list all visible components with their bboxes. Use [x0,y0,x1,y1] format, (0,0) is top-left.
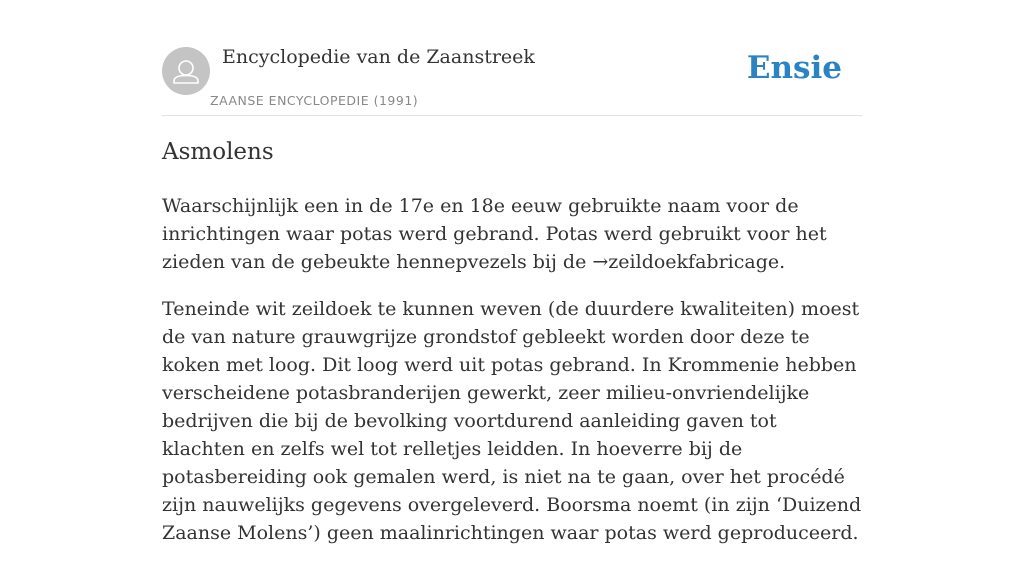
source-avatar[interactable] [162,47,210,95]
article-paragraph: Teneinde wit zeildoek te kunnen weven (de duurdere kwaliteiten) moest de van nature grauwgrijze grondstof gebleekt worden door deze te koken met loog. Dit loog werd uit potas gebrand. In Krommenie hebben verscheidene potasbranderijen gewerkt, zeer milieu-onvriendelijke bedrijven die bij de bevolking voortdurend aanleiding gaven tot klachten en zelfs wel tot relletjes leidden. In hoeverre bij de potasbereiding ook gemalen werd, is niet na te gaan, over het procédé zijn nauwelijks gegevens overgeleverd. Boorsma noemt (in zijn ‘Duizend Zaanse Molens’) geen maalinrichtingen waar potas werd geproduceerd. [162,298,862,544]
arrow-right-icon: → [592,251,609,273]
ensie-logo[interactable]: Ensie [746,50,842,86]
article-title: Asmolens [162,139,274,165]
source-header [162,38,862,116]
cross-reference-text: zeildoekfabricage [608,251,780,273]
source-subtitle-link[interactable]: ZAANSE ENCYCLOPEDIE (1991) [210,93,419,108]
cross-reference-link[interactable] [592,251,779,273]
user-icon [162,47,210,95]
article-body [162,192,862,566]
article-paragraph [162,192,862,276]
paragraph-text: Waarschijnlijk een in de 17e en 18e eeuw gebruikte naam voor de inrichtingen waar potas werd gebrand. Potas werd gebruikt voor het zieden van de gebeukte hennepvezels bij de [162,195,827,273]
paragraph-text-end: . [779,251,786,273]
source-title-link[interactable]: Encyclopedie van de Zaanstreek [222,46,535,68]
